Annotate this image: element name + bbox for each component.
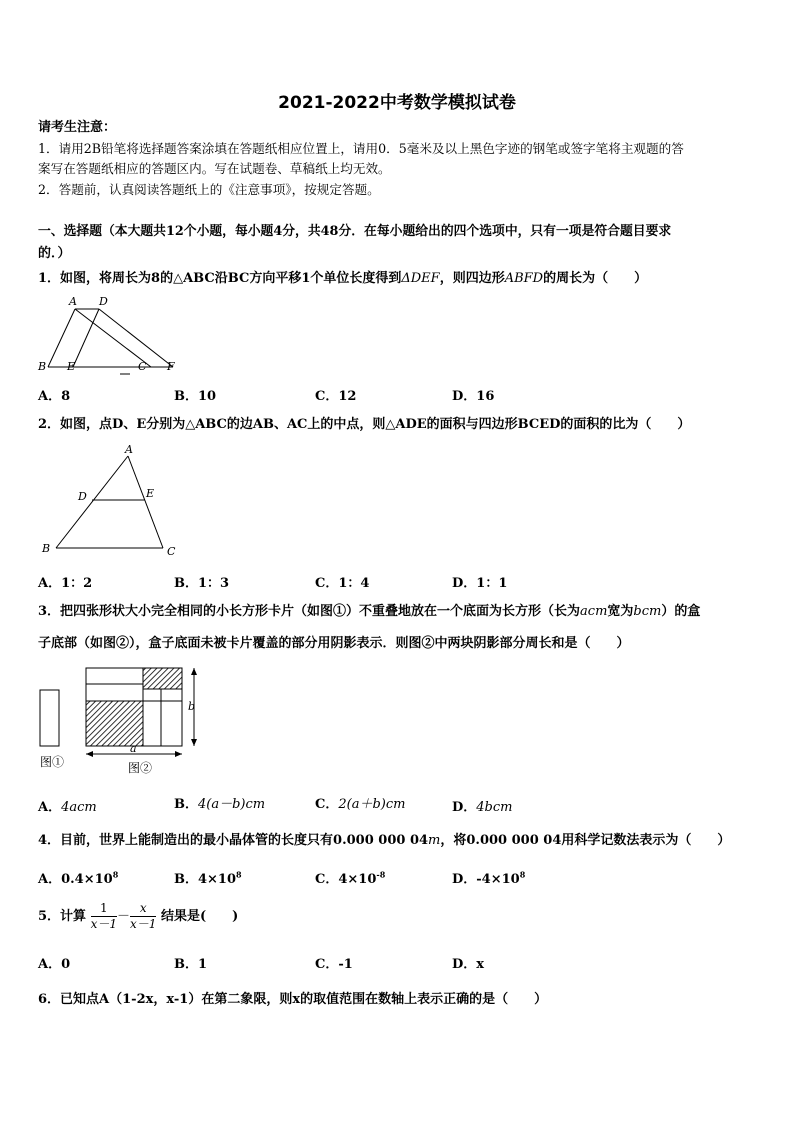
q5-frac1-den: x－1	[90, 917, 117, 931]
section-heading-line-2: 的．）	[38, 246, 71, 261]
q5-fraction-2	[130, 901, 156, 932]
q4-option-c-base: C．4×10	[315, 872, 377, 887]
q4-option-a-base: A．0.4×10	[38, 872, 113, 887]
q3-figure	[36, 664, 216, 778]
q1-label-b: B	[38, 360, 47, 373]
q1-label-a: A	[69, 295, 77, 308]
q2-option-b[interactable]: B．1：3	[174, 576, 230, 591]
question-3-line-2: 子底部（如图②），盒子底面未被卡片覆盖的部分用阴影表示．则图②中两块阴影部分周长和是（ ）	[38, 636, 630, 651]
q2-label-a: A	[125, 443, 133, 456]
q3-option-b-math: 4(a－b)cm	[198, 797, 266, 812]
notice-line-1: 1．请用2B铅笔将选择题答案涂填在答题纸相应位置上，请用0．5毫米及以上黑色字迹的钢笔或签字笔将主观题的答	[38, 141, 684, 156]
question-3-line-1	[38, 602, 700, 622]
question-6-text: 6．已知点A（1-2x，x-1）在第二象限，则x的取值范围在数轴上表示正确的是（ ）	[38, 992, 548, 1007]
q5-option-d[interactable]: D．x	[452, 957, 485, 972]
question-2-text: 2．如图，点D、E分别为△ABC的边AB、AC上的中点，则△ADE的面积与四边形BCED的面积的比为（ ）	[38, 417, 691, 432]
q5-frac1-num: 1	[91, 901, 117, 917]
notice-line-2: 案写在答题纸相应的答题区内。写在试题卷、草稿纸上均无效。	[38, 161, 391, 176]
q4-option-b-base: B．4×10	[174, 872, 237, 887]
q1-math-def: ΔDEF	[401, 271, 440, 286]
q4-option-a[interactable]	[38, 868, 118, 887]
q3-text-b: 宽为	[607, 604, 634, 619]
q3-fig1-label: 图①	[40, 755, 65, 769]
q4-option-d-exp: 8	[519, 869, 526, 880]
q2-figure	[36, 442, 186, 560]
q4-option-d[interactable]	[452, 868, 525, 887]
q3-option-b-letter: B．	[174, 797, 198, 812]
q3-option-c-letter: C．	[315, 797, 339, 812]
q3-option-d[interactable]	[452, 796, 512, 815]
q1-figure	[36, 294, 186, 376]
q3-option-b[interactable]	[174, 793, 265, 812]
page-title: 2021-2022中考数学模拟试卷	[278, 93, 516, 113]
q2-option-c[interactable]: C．1：4	[315, 576, 370, 591]
q2-option-a[interactable]: A．1：2	[38, 576, 93, 591]
q2-option-d[interactable]: D．1：1	[452, 576, 508, 591]
q1-option-c[interactable]: C．12	[315, 389, 357, 404]
q5-prefix: 5．计算	[38, 909, 87, 924]
q4-math-m: m	[428, 833, 441, 848]
q5-fraction-1	[91, 901, 117, 932]
q3-option-d-letter: D．	[452, 800, 477, 815]
q4-text-b: ，将0.000 000 04用科学记数法表示为（ ）	[440, 833, 731, 848]
question-5-text	[38, 900, 238, 934]
notice-heading: 请考生注意：	[38, 120, 117, 135]
q5-option-a[interactable]: A．0	[38, 957, 71, 972]
q4-option-d-base: D．-4×10	[452, 872, 520, 887]
notice-line-3: 2．答题前，认真阅读答题纸上的《注意事项》，按规定答题。	[38, 182, 380, 197]
q5-option-c[interactable]: C．-1	[315, 957, 353, 972]
q3-label-a: a	[130, 742, 137, 755]
q5-frac2-num: x	[130, 901, 156, 917]
q1-option-a[interactable]: A．8	[38, 389, 71, 404]
q2-label-e: E	[146, 487, 155, 500]
q2-label-c: C	[167, 545, 176, 558]
section-heading-line-1: 一、选择题（本大题共12个小题，每小题4分，共48分．在每小题给出的四个选项中，只有一项是符合题目要求	[38, 224, 672, 239]
q1-text-b: ，则四边形	[439, 271, 505, 286]
q3-option-c[interactable]	[315, 793, 405, 812]
q1-label-e: E	[67, 360, 76, 373]
q4-option-c[interactable]	[315, 868, 385, 887]
q1-text-c: 的周长为（ ）	[543, 271, 648, 286]
q1-option-b[interactable]: B．10	[174, 389, 217, 404]
q1-label-f: F	[167, 360, 175, 373]
q5-suffix: 结果是( )	[160, 909, 239, 924]
q1-math-abfd: ABFD	[504, 271, 544, 286]
q3-label-b: b	[188, 700, 196, 713]
q3-option-c-math: 2(a＋b)cm	[338, 797, 406, 812]
q3-text-c: ）的盒	[661, 604, 701, 619]
q4-option-c-exp: -8	[376, 869, 386, 880]
q1-label-c: C	[138, 360, 147, 373]
q4-option-a-exp: 8	[112, 869, 119, 880]
q1-label-d: D	[99, 295, 108, 308]
q3-fig2-label: 图②	[128, 761, 153, 775]
q3-option-a-math: 4acm	[61, 800, 97, 815]
q2-label-d: D	[78, 490, 87, 503]
q1-text-a: 1．如图，将周长为8的△ABC沿BC方向平移1个单位长度得到	[38, 271, 402, 286]
q3-option-a-letter: A．	[38, 800, 62, 815]
q4-text-a: 4．目前，世界上能制造出的最小晶体管的长度只有0.000 000 04	[38, 833, 429, 848]
q4-option-b[interactable]	[174, 868, 242, 887]
q2-label-b: B	[42, 542, 51, 555]
q5-option-b[interactable]: B．1	[174, 957, 208, 972]
q3-math-bcm: bcm	[633, 604, 662, 619]
q5-frac2-den: x－1	[130, 917, 157, 931]
question-1-text	[38, 269, 647, 289]
q1-option-d[interactable]: D．16	[452, 389, 495, 404]
q5-minus: －	[116, 909, 130, 924]
q4-option-b-exp: 8	[236, 869, 242, 880]
q3-option-a[interactable]	[38, 796, 97, 815]
q3-option-d-math: 4bcm	[476, 800, 513, 815]
q3-text-a: 3．把四张形状大小完全相同的小长方形卡片（如图①）不重叠地放在一个底面为长方形（长为	[38, 604, 581, 619]
question-4-text	[38, 831, 730, 851]
q3-math-acm: acm	[580, 604, 608, 619]
